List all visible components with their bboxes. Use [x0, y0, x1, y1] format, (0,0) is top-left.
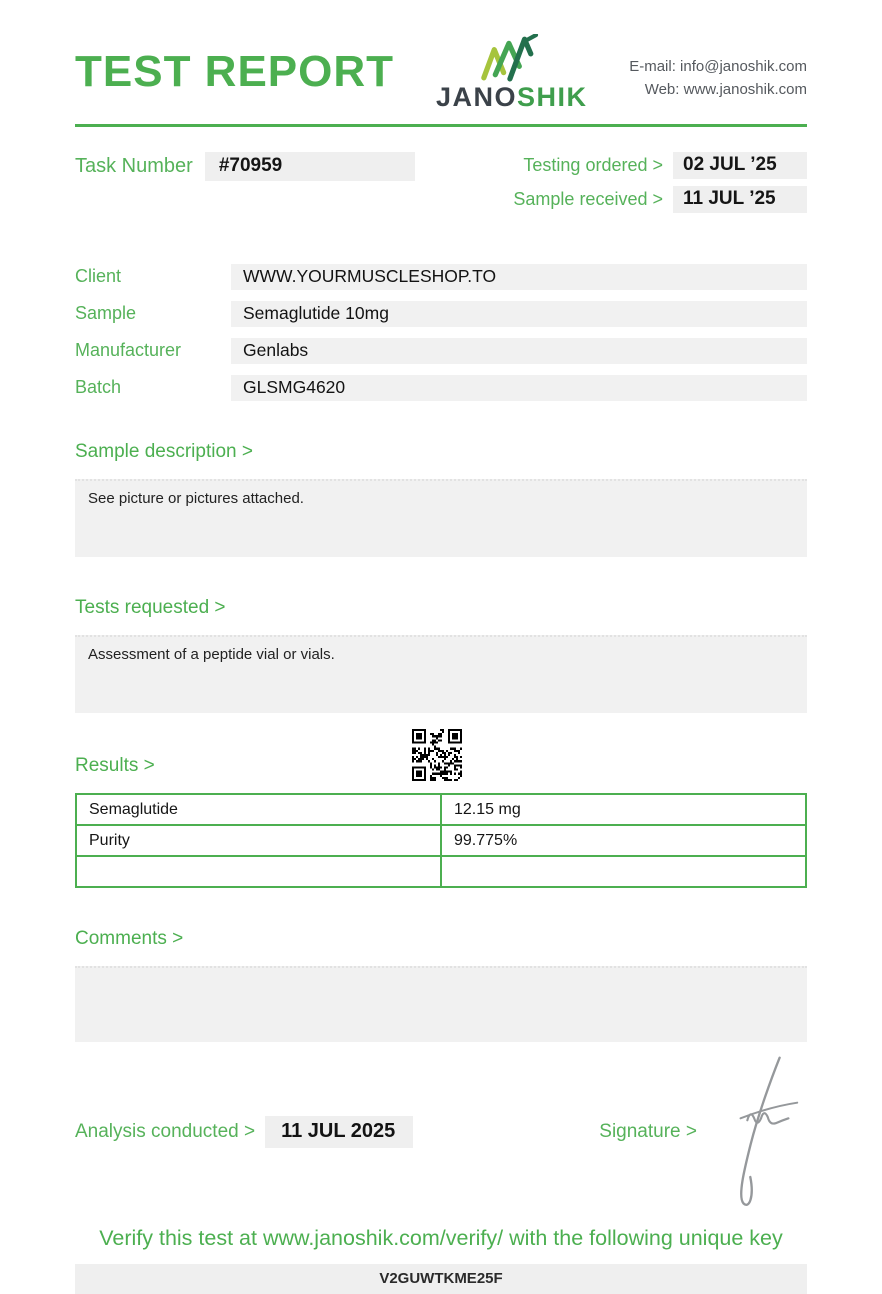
signature-label: Signature > — [599, 1121, 697, 1142]
footer-row — [75, 1048, 807, 1216]
result-analyte: Semaglutide — [76, 794, 441, 825]
table-row — [76, 825, 806, 856]
report-header — [75, 0, 807, 111]
manufacturer-row — [75, 338, 807, 364]
task-section — [75, 152, 807, 220]
contact-info — [629, 56, 807, 101]
analysis-conducted-label: Analysis conducted > — [75, 1121, 256, 1142]
manufacturer-label: Manufacturer — [75, 340, 182, 360]
signature-group — [599, 1053, 807, 1211]
sample-received-label: Sample received > — [513, 189, 663, 209]
batch-label: Batch — [75, 377, 122, 397]
info-rows — [75, 264, 807, 401]
manufacturer-value: Genlabs — [231, 338, 807, 364]
analysis-conducted-value: 11 JUL 2025 — [265, 1116, 413, 1148]
table-row — [76, 794, 806, 825]
janoshik-logo — [436, 34, 588, 111]
result-amount: 12.15 mg — [441, 794, 806, 825]
sample-received-row — [513, 186, 807, 213]
result-purity-label: Purity — [76, 825, 441, 856]
logo-text-shik: SHIK — [517, 82, 588, 112]
contact-email: E-mail: info@janoshik.com — [629, 58, 807, 75]
batch-row — [75, 375, 807, 401]
task-number-group — [75, 152, 415, 181]
verify-text: Verify this test at www.janoshik.com/verify/ with the following unique key — [99, 1226, 783, 1250]
task-number-label: Task Number — [75, 155, 193, 177]
sample-received-value: 11 JUL ’25 — [673, 186, 807, 213]
results-header — [75, 727, 807, 785]
sample-value: Semaglutide 10mg — [231, 301, 807, 327]
result-purity-value: 99.775% — [441, 825, 806, 856]
result-empty-cell — [441, 856, 806, 887]
logo-text-jano: JANO — [436, 82, 518, 112]
header-divider — [75, 124, 807, 127]
contact-web: Web: www.janoshik.com — [644, 80, 807, 98]
client-value: WWW.YOURMUSCLESHOP.TO — [231, 264, 807, 290]
unique-key-value: V2GUWTKME25F — [75, 1264, 807, 1294]
table-row — [76, 856, 806, 887]
page-title: TEST REPORT — [75, 47, 395, 96]
comments-heading: Comments > — [75, 928, 184, 949]
sample-label: Sample — [75, 303, 137, 323]
tests-requested-heading: Tests requested > — [75, 597, 226, 618]
testing-ordered-value: 02 JUL ’25 — [673, 152, 807, 179]
sample-description-box: See picture or pictures attached. — [75, 479, 807, 557]
dates-column — [513, 152, 807, 220]
sample-description-heading: Sample description > — [75, 441, 253, 462]
analysis-conducted-group — [75, 1116, 413, 1148]
batch-value: GLSMG4620 — [231, 375, 807, 401]
testing-ordered-label: Testing ordered > — [523, 155, 663, 175]
testing-ordered-row — [513, 152, 807, 179]
sample-row — [75, 301, 807, 327]
result-empty-cell — [76, 856, 441, 887]
tests-requested-box: Assessment of a peptide vial or vials. — [75, 635, 807, 713]
client-label: Client — [75, 266, 122, 286]
chart-line-icon — [477, 34, 547, 82]
client-row — [75, 264, 807, 290]
qr-code — [412, 729, 462, 781]
signature-scribble — [719, 1053, 807, 1211]
results-table — [75, 793, 807, 888]
comments-box — [75, 966, 807, 1042]
task-number-value: #70959 — [205, 152, 415, 181]
logo-wordmark — [436, 84, 588, 111]
report-content — [75, 0, 807, 1294]
results-heading: Results > — [75, 755, 155, 776]
